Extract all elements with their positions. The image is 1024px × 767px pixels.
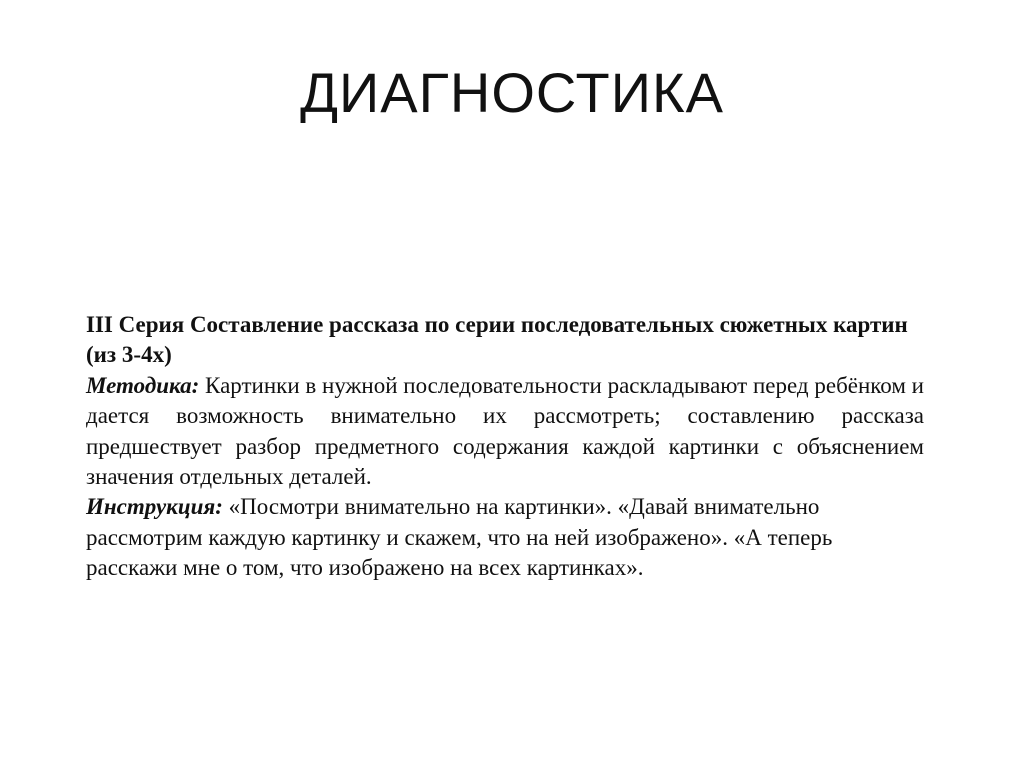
instruction-paragraph: [86, 492, 924, 583]
instruction-text: «Посмотри внимательно на картинки». «Давай внимательно рассмотрим каждую картинку и скажем, что на ней изображено». «А теперь расскажи мне о том, что изображено на всех картинках».: [86, 494, 833, 581]
slide-body: [86, 310, 924, 584]
slide-title: ДИАГНОСТИКА: [300, 61, 724, 124]
method-paragraph: [86, 371, 924, 493]
method-label: Методика:: [86, 372, 200, 398]
method-text: Картинки в нужной последовательности раскладывают перед ребёнком и дается возможность внимательно их рассмотреть; составлению рассказа предшествует разбор предметного содержания каждой картинки с объяснением значения отдельных деталей.: [86, 372, 924, 490]
series-heading: III Серия Составление рассказа по серии последовательных сюжетных картин (из 3-4х): [86, 312, 908, 368]
instruction-label: Инструкция:: [86, 494, 223, 520]
